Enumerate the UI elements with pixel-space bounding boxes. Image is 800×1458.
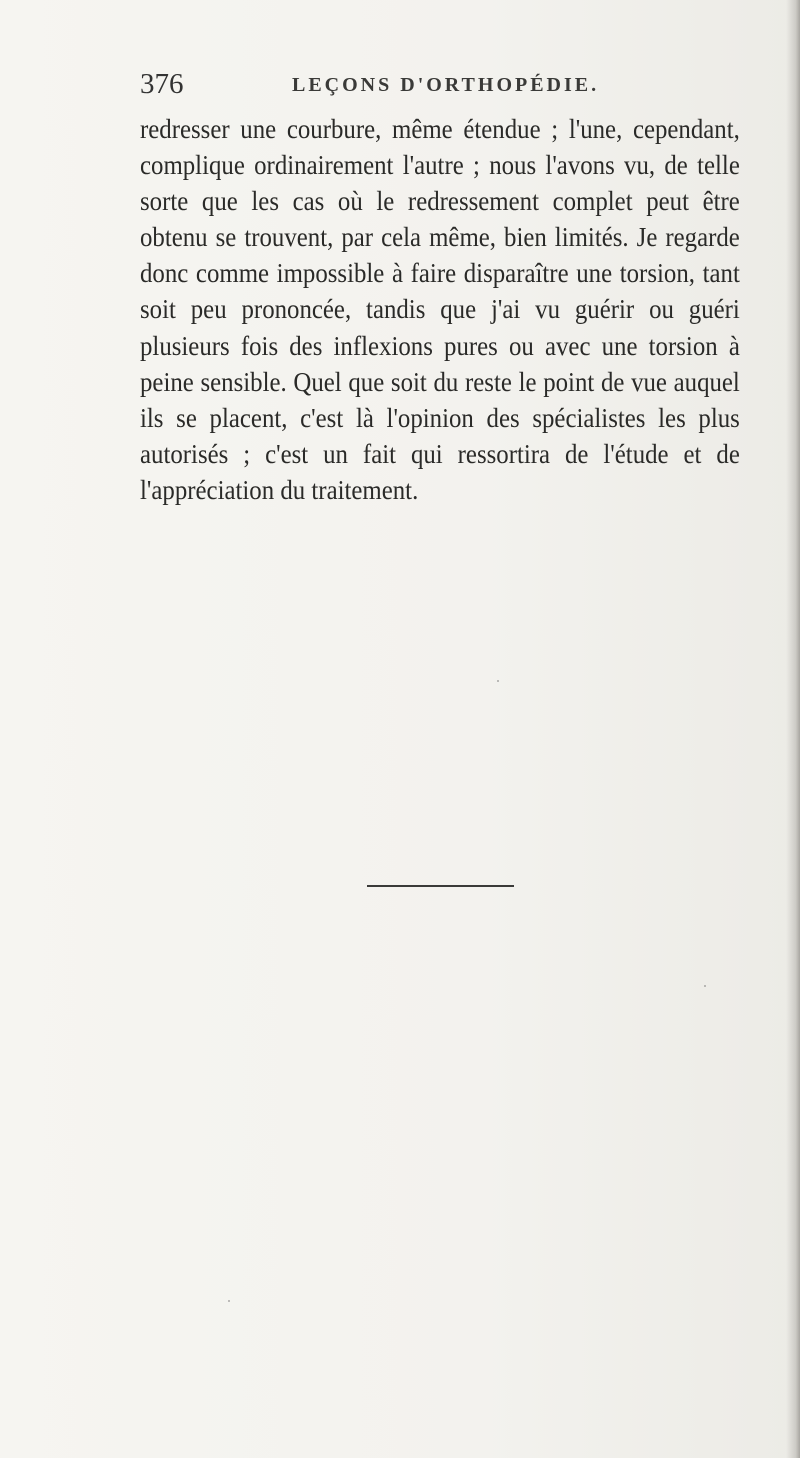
page-edge-shadow [786, 0, 800, 1458]
paragraph: redresser une courbure, même étendue ; l'une, cependant, complique ordinairement l'autre ; nous l'avons vu, de telle sorte que les cas où le redressement complet peut être obtenu se trouvent, par cela même, bien limités. Je regarde donc comme impossible à faire disparaître une torsion, tant soit peu prononcée, tandis que j'ai vu guérir ou guéri plusieurs fois des inflexions pures ou avec une torsion à peine sensible. Quel que soit du reste le point de vue auquel ils se placent, c'est là l'opinion des spécialistes les plus autorisés ; c'est un fait qui ressortira de l'étude et de l'appréciation du traitement. [140, 114, 740, 505]
body-text [140, 111, 740, 508]
running-title: LEÇONS D'ORTHOPÉDIE. [292, 74, 600, 96]
paper-speck [228, 1300, 230, 1302]
section-divider [367, 885, 514, 887]
page-number: 376 [140, 68, 184, 100]
page-header [140, 68, 740, 108]
paper-speck [704, 985, 706, 987]
paper-speck [497, 680, 499, 682]
